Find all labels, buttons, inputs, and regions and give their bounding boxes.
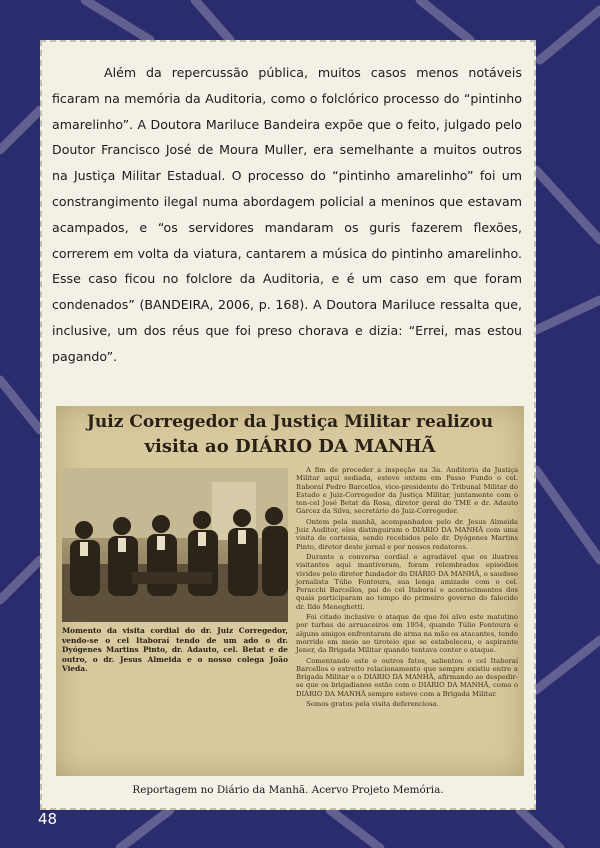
page-number: 48 bbox=[38, 810, 58, 828]
figure-caption: Reportagem no Diário da Manhã. Acervo Projeto Memória. bbox=[132, 784, 444, 796]
article-paragraph: A fim de proceder a inspeção na 3a. Auditoria da Justiça Militar aqui sediada, esteve ontem em Passo Fundo o cel. Itaboraí Pedro Barcellos, vice-presidente do Tribunal Militar do Estado e Juiz-Corregedor da Justiça Militar, juntamente com o ten-cel José Betat da Rosa, diretor geral do TME e dr. Adauto Garcez da Silva, secretário do Juiz-Corregedor. bbox=[296, 466, 518, 516]
clipping-headline-line1: Juiz Corregedor da Justiça Militar realizou bbox=[86, 412, 494, 432]
body-paragraph bbox=[52, 60, 522, 370]
newspaper-clipping bbox=[56, 406, 524, 776]
article-paragraph: Ontem pela manhã, acompanhados pelo dr. Jesus Almeida Juiz Auditor, eles distinguiram o DIÁRIO DA MANHÃ com uma visita de cortesia, sendo recebidos pelo dr. Dyógenes Martins Pinto, diretor deste jornal e por nossos redatores. bbox=[296, 517, 518, 551]
article-paragraph: Somos gratos pela visita deferenciosa. bbox=[306, 700, 439, 709]
clipping-headline-line2: visita ao DIÁRIO DA MANHÃ bbox=[144, 436, 436, 457]
clipping-photo bbox=[62, 468, 288, 622]
clipping-article bbox=[296, 466, 518, 710]
photo-caption: Momento da visita cordial do dr. Juiz Corregedor, vendo-se o cel Itaboraí tendo de um ado o dr. Dyógenes Martins Pinto, dr. Adauto, cel. Betat e de outro, o dr. Jesus Almeida e o nosso colega João Vieda. bbox=[62, 626, 288, 674]
body-paragraph-text: Além da repercussão pública, muitos casos menos notáveis ficaram na memória da Auditoria, como o folclórico processo do “pintinho amarelinho”. A Doutora Mariluce Bandeira expõe que o feito, julgado pelo Doutor Francisco José de Moura Muller, era semelhante a muitos outros na Justiça Militar Estadual. O processo do “pintinho amarelinho” foi um constrangimento ilegal numa abordagem policial a meninos que estavam acampados, e “os servidores mandaram os guris fazerem flexões, correrem em volta da viatura, cantarem a música do pintinho amarelinho. Esse caso ficou no folclore da Auditoria, e é um caso em que foram condenados” (BANDEIRA, 2006, p. 168). A Doutora Mariluce ressalta que, inclusive, um dos réus que foi preso chorava e dizia: “Errei, mas estou pagando”. bbox=[52, 65, 522, 364]
article-paragraph: Foi citado inclusive o ataque de que foi alvo este matutino por turbas de arruaceiros em 1954, quando Túlio Fontoura e alguns amigos enfrentaram de arma na mão os atacantes, tendo morrido em meio ao tiroteio que se estabeleceu, o aspirante Jener, da Brigada Militar quando tentava conter o ataque. bbox=[296, 613, 518, 655]
article-paragraph: Durante a conversa cordial e agradável que os ilustres visitantes aqui mantiveram, foram relembrados episódios vividos pelo diretor fundador do DIÁRIO DA MANHÃ, o saudoso jornalista Túlio Fontoura, sua longa amizade com o cel. Peracchi Barcellos, pai do cel Itaboraí e acontecimentos dos quais participaram ao tempo do primeiro governo do falecido dr. Ildo Meneghetti. bbox=[296, 552, 518, 611]
article-paragraph: Comentando este e outros fatos, salientou o cel Itaboraí Barcellos o estreito relacionamento que sempre existiu entre a Brigada Militar e o DIÁRIO DA MANHÃ, afirmando ao despedir-se que os brigadianos estão com o DIÁRIO DA MANHÃ, como o DIÁRIO DA MANHÃ sempre esteve com a Brigada Militar. bbox=[296, 656, 518, 698]
